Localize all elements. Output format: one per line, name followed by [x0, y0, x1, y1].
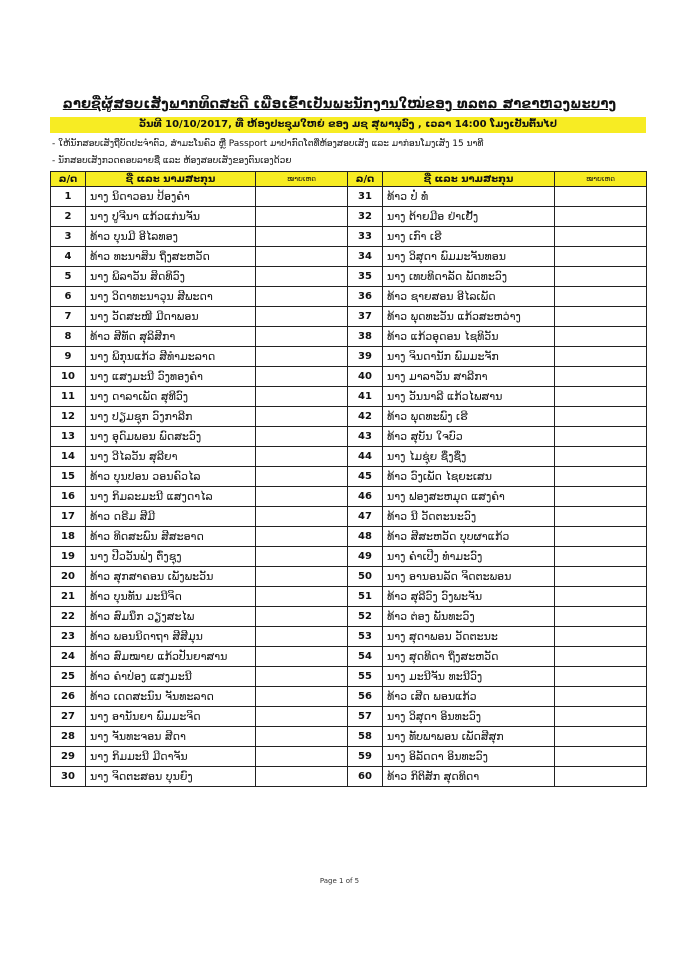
table-row [51, 467, 647, 487]
table-row [51, 227, 647, 247]
header-name: ຊື່ ແລະ ນາມສະກຸນ [86, 172, 256, 187]
candidate-name: ນາງ ວີໄລວັນ ສຸລີຍາ [86, 447, 256, 467]
candidate-name: ນາງ ໄມຊຸ່ຍ ຊຶ່ງຊຶ່ງ [383, 447, 555, 467]
instruction-note-2: - ນັກສອບເສັງກວດຄອບລາຍຊື່ ແລະ ຫ້ອງສອບເສັງຂອງຕົນເອງດ້ວຍ [52, 156, 292, 166]
note-cell [256, 307, 348, 327]
candidate-name: ນາງ ປຽມຊຸກ ວົງກາລີກ [86, 407, 256, 427]
candidate-name: ນາງ ນິດາວອນ ປ້ອງຄຳ [86, 187, 256, 207]
row-number: 1 [51, 187, 86, 207]
candidate-name: ທ້າວ ຄຳປ່ອງ ແສງມະນີ [86, 667, 256, 687]
table-row [51, 347, 647, 367]
candidate-name: ນາງ ທັບພາພອນ ເພັດສີສຸກ [383, 727, 555, 747]
row-number: 17 [51, 507, 86, 527]
table-row [51, 387, 647, 407]
instruction-note-1: - ໃຫ້ນັກສອບເສັງຖືບັດປະຈຳຕົວ, ສຳມະໂນຄົວ ຫຼື Passport ມາປາກົດໂຕທີ່ຫ້ອງສອບເສັງ ແລະ ມາກ່ອນໂມງເສັງ 15 ນາທີ [52, 139, 484, 149]
note-cell [256, 487, 348, 507]
note-cell [256, 747, 348, 767]
note-cell [555, 327, 647, 347]
row-number: 45 [348, 467, 383, 487]
row-number: 19 [51, 547, 86, 567]
row-number: 41 [348, 387, 383, 407]
table-row [51, 747, 647, 767]
row-number: 23 [51, 627, 86, 647]
row-number: 47 [348, 507, 383, 527]
note-cell [256, 587, 348, 607]
candidate-name: ນາງ ກິມມະນີ ມີດາຈັນ [86, 747, 256, 767]
note-cell [256, 347, 348, 367]
candidate-name: ທ້າວ ສຸລີວົງ ວົງພະຈັນ [383, 587, 555, 607]
row-number: 8 [51, 327, 86, 347]
candidate-name: ທ້າວ ພອນນິດາຖາ ສີສີມຸນ [86, 627, 256, 647]
note-cell [256, 207, 348, 227]
note-cell [256, 447, 348, 467]
note-cell [555, 687, 647, 707]
table-row [51, 267, 647, 287]
note-cell [256, 427, 348, 447]
table-row [51, 407, 647, 427]
note-cell [256, 467, 348, 487]
candidate-name: ນາງ ວິດາທະນາວຸນ ສີພະດາ [86, 287, 256, 307]
row-number: 35 [348, 267, 383, 287]
candidate-name: ທ້າວ ບຸນທັນ ມະນີຈິດ [86, 587, 256, 607]
candidate-name: ນາງ ປູຈີນາ ແກ້ວແກ່ນຈັນ [86, 207, 256, 227]
note-cell [256, 687, 348, 707]
note-cell [256, 527, 348, 547]
table-body [51, 187, 647, 787]
row-number: 30 [51, 767, 86, 787]
candidate-name: ນາງ ເທບທິດາລັດ ພັດທະວົງ [383, 267, 555, 287]
exam-date-location: ວັນທີ 10/10/2017, ທີ່ ຫ້ອງປະຊຸມໃຫຍ່ ຂອງ ມຊ ສຸພານຸວົງ , ເວລາ 14:00 ໂມງເປັນຕົ້ນໄປ [50, 117, 646, 133]
row-number: 3 [51, 227, 86, 247]
candidate-name: ນາງ ອານອນລັດ ຈິດຕະພອນ [383, 567, 555, 587]
row-number: 40 [348, 367, 383, 387]
table-row [51, 707, 647, 727]
row-number: 55 [348, 667, 383, 687]
note-cell [555, 427, 647, 447]
note-cell [256, 287, 348, 307]
row-number: 42 [348, 407, 383, 427]
note-cell [555, 207, 647, 227]
header-note: ໝາຍເຫດ [256, 172, 348, 187]
row-number: 11 [51, 387, 86, 407]
candidate-name: ນາງ ພິກຸນແກ້ວ ສີທຳມະລາດ [86, 347, 256, 367]
note-cell [555, 367, 647, 387]
row-number: 28 [51, 727, 86, 747]
page-footer: Page 1 of 5 [319, 877, 360, 885]
row-number: 14 [51, 447, 86, 467]
candidate-name: ນາງ ຈິດຕະສອນ ບຸນຍົງ [86, 767, 256, 787]
table-row [51, 587, 647, 607]
table-row [51, 427, 647, 447]
table-row [51, 287, 647, 307]
note-cell [256, 507, 348, 527]
candidate-name: ທ້າວ ສີສະຫວັດ ບຸບຜາແກ້ວ [383, 527, 555, 547]
candidate-name: ນາງ ຈັນທະຈອນ ສີດາ [86, 727, 256, 747]
table-row [51, 727, 647, 747]
row-number: 57 [348, 707, 383, 727]
candidate-name: ນາງ ອຸດົມພອນ ພົດສະວົງ [86, 427, 256, 447]
row-number: 52 [348, 607, 383, 627]
candidate-name: ທ້າວ ສຸບັນ ໃຈບົວ [383, 427, 555, 447]
candidate-name: ນາງ ສຸດາພອນ ວັດຕະນະ [383, 627, 555, 647]
candidate-name: ນາງ ມາລາວັນ ສາລີກາ [383, 367, 555, 387]
note-cell [555, 307, 647, 327]
note-cell [256, 187, 348, 207]
note-cell [555, 447, 647, 467]
note-cell [555, 707, 647, 727]
row-number: 4 [51, 247, 86, 267]
row-number: 60 [348, 767, 383, 787]
candidate-name: ນາງ ວັດສະໜີ ມີດາພອນ [86, 307, 256, 327]
candidate-table [50, 171, 647, 787]
row-number: 48 [348, 527, 383, 547]
note-cell [256, 267, 348, 287]
header-name: ຊື່ ແລະ ນາມສະກຸນ [383, 172, 555, 187]
note-cell [256, 567, 348, 587]
candidate-name: ທ້າວ ພຸດທະວັນ ແກ້ວສະຫວ່າງ [383, 307, 555, 327]
row-number: 2 [51, 207, 86, 227]
row-number: 53 [348, 627, 383, 647]
row-number: 38 [348, 327, 383, 347]
row-number: 21 [51, 587, 86, 607]
candidate-name: ທ້າວ ວົງເພັດ ໄຊຍະເສນ [383, 467, 555, 487]
candidate-name: ນາງ ກິມລະມະນີ ແສງດາໄລ [86, 487, 256, 507]
row-number: 16 [51, 487, 86, 507]
document-title: ລາຍຊື່ຜູ້ສອບເສັງພາກທິດສະດີ ເພື່ອເຂົ້າເປັນພະນັກງານໃໝ່ຂອງ ທລຕລ ສາຂາຫວງພະບາງ [62, 97, 617, 112]
note-cell [555, 767, 647, 787]
header-no: ລ/ດ [348, 172, 383, 187]
row-number: 18 [51, 527, 86, 547]
note-cell [555, 347, 647, 367]
table-row [51, 367, 647, 387]
note-cell [256, 327, 348, 347]
header-note: ໝາຍເຫດ [555, 172, 647, 187]
candidate-name: ນາງ ແສງມະນີ ວົງທອງຄຳ [86, 367, 256, 387]
candidate-name: ນາງ ວິສຸດາ ພົມມະຈັນທອນ [383, 247, 555, 267]
candidate-name: ທ້າວ ຕ່ອງ ພັນທະວົງ [383, 607, 555, 627]
row-number: 50 [348, 567, 383, 587]
note-cell [555, 407, 647, 427]
row-number: 51 [348, 587, 383, 607]
note-cell [555, 747, 647, 767]
row-number: 22 [51, 607, 86, 627]
row-number: 31 [348, 187, 383, 207]
row-number: 12 [51, 407, 86, 427]
candidate-name: ທ້າວ ປໍ່ ທໍ່ [383, 187, 555, 207]
note-cell [555, 487, 647, 507]
table-row [51, 547, 647, 567]
candidate-name: ທ້າວ ທະນາສິນ ຖິ່ງສະຫວັດ [86, 247, 256, 267]
row-number: 33 [348, 227, 383, 247]
note-cell [555, 287, 647, 307]
note-cell [555, 647, 647, 667]
row-number: 59 [348, 747, 383, 767]
candidate-name: ນາງ ວິສຸດາ ອິນທະວົງ [383, 707, 555, 727]
note-cell [555, 187, 647, 207]
table-row [51, 647, 647, 667]
row-number: 36 [348, 287, 383, 307]
note-cell [555, 227, 647, 247]
table-row [51, 247, 647, 267]
table-row [51, 507, 647, 527]
row-number: 25 [51, 667, 86, 687]
note-cell [256, 767, 348, 787]
note-cell [555, 527, 647, 547]
candidate-name: ນາງ ຟອງສະຫມຸດ ແສງຄຳ [383, 487, 555, 507]
table-row [51, 527, 647, 547]
table-row [51, 567, 647, 587]
note-cell [555, 247, 647, 267]
row-number: 44 [348, 447, 383, 467]
row-number: 56 [348, 687, 383, 707]
candidate-name: ນາງ ຕ້າຍມີອ ຢ່າເຢັ້ງ [383, 207, 555, 227]
row-number: 6 [51, 287, 86, 307]
table-row [51, 187, 647, 207]
note-cell [256, 387, 348, 407]
row-number: 43 [348, 427, 383, 447]
row-number: 27 [51, 707, 86, 727]
note-cell [256, 647, 348, 667]
table-row [51, 607, 647, 627]
candidate-name: ນາງ ມະນີຈັນ ທະນີວົງ [383, 667, 555, 687]
table-row [51, 207, 647, 227]
candidate-name: ນາງ ພິລາວັນ ສິດທິວົງ [86, 267, 256, 287]
row-number: 15 [51, 467, 86, 487]
row-number: 9 [51, 347, 86, 367]
row-number: 49 [348, 547, 383, 567]
candidate-name: ທ້າວ ບຸນມີ ອີໄລທອງ [86, 227, 256, 247]
note-cell [555, 587, 647, 607]
note-cell [555, 467, 647, 487]
candidate-name: ນາງ ດາລາເພັດ ສຸທີວົງ [86, 387, 256, 407]
row-number: 46 [348, 487, 383, 507]
candidate-name: ນາງ ວັນນາລີ ແກ້ວໄພສານ [383, 387, 555, 407]
header-no: ລ/ດ [51, 172, 86, 187]
candidate-name: ນາງ ອານັນຍາ ພົມມະຈິດ [86, 707, 256, 727]
row-number: 39 [348, 347, 383, 367]
candidate-name: ທ້າວ ເດດສະນົນ ຈັນທະລາດ [86, 687, 256, 707]
row-number: 29 [51, 747, 86, 767]
candidate-name: ທ້າວ ສີທັດ ສຸລິສີກາ [86, 327, 256, 347]
note-cell [555, 607, 647, 627]
candidate-name: ທ້າວ ສົມນຶກ ວຽງສະໄພ [86, 607, 256, 627]
note-cell [256, 727, 348, 747]
note-cell [256, 707, 348, 727]
table-row [51, 767, 647, 787]
candidate-name: ທ້າວ ທິດສະພົນ ສີສະອາດ [86, 527, 256, 547]
note-cell [555, 667, 647, 687]
row-number: 58 [348, 727, 383, 747]
row-number: 20 [51, 567, 86, 587]
note-cell [256, 607, 348, 627]
note-cell [256, 407, 348, 427]
row-number: 32 [348, 207, 383, 227]
row-number: 54 [348, 647, 383, 667]
row-number: 13 [51, 427, 86, 447]
candidate-name: ທ້າວ ບຸນປອນ ວອນຄົວໄລ [86, 467, 256, 487]
candidate-name: ທ້າວ ດຣີມ ສີມີ [86, 507, 256, 527]
note-cell [256, 627, 348, 647]
candidate-name: ນາງ ອິລັດດາ ອິນທະວົງ [383, 747, 555, 767]
candidate-name: ນາງ ຈິນດານັກ ພົມມະຈັກ [383, 347, 555, 367]
note-cell [256, 247, 348, 267]
candidate-name: ທ້າວ ຊາຍສອນ ອີໄລເພັດ [383, 287, 555, 307]
note-cell [256, 227, 348, 247]
note-cell [256, 667, 348, 687]
row-number: 24 [51, 647, 86, 667]
row-number: 26 [51, 687, 86, 707]
table-row [51, 307, 647, 327]
note-cell [555, 387, 647, 407]
candidate-name: ທ້າວ ເສີດ ພອນແກ້ວ [383, 687, 555, 707]
note-cell [555, 567, 647, 587]
row-number: 34 [348, 247, 383, 267]
table-row [51, 687, 647, 707]
row-number: 5 [51, 267, 86, 287]
candidate-name: ທ້າວ ນີ ວັດຕະນະວົງ [383, 507, 555, 527]
candidate-name: ທ້າວ ແກ້ວອຸດອນ ໄຊທິວັນ [383, 327, 555, 347]
note-cell [555, 547, 647, 567]
note-cell [256, 367, 348, 387]
note-cell [256, 547, 348, 567]
table-row [51, 327, 647, 347]
row-number: 7 [51, 307, 86, 327]
table-row [51, 447, 647, 467]
row-number: 10 [51, 367, 86, 387]
table-row [51, 627, 647, 647]
note-cell [555, 267, 647, 287]
table-header-row [51, 172, 647, 187]
table-row [51, 667, 647, 687]
table-row [51, 487, 647, 507]
note-cell [555, 727, 647, 747]
candidate-name: ທ້າວ ກິຕິສັກ ສຸດທິດາ [383, 767, 555, 787]
note-cell [555, 627, 647, 647]
candidate-name: ທ້າວ ສຸກສາຄອນ ເພັງພະວັນ [86, 567, 256, 587]
candidate-name: ນາງ ປີວວັນຟ່ງ ຕົ່ງຊຸງ [86, 547, 256, 567]
candidate-name: ນາງ ຄຳເປີງ ທຳມະວົງ [383, 547, 555, 567]
row-number: 37 [348, 307, 383, 327]
candidate-name: ນາງ ສຸດທິດາ ຖິ່ງສະຫວັດ [383, 647, 555, 667]
candidate-name: ນາງ ເກົາ ເຮີ [383, 227, 555, 247]
note-cell [555, 507, 647, 527]
candidate-name: ທ້າວ ພຸດທະພົງ ເຮີ [383, 407, 555, 427]
candidate-name: ທ້າວ ສົມໝາຍ ແກ້ວປັນຍາສານ [86, 647, 256, 667]
